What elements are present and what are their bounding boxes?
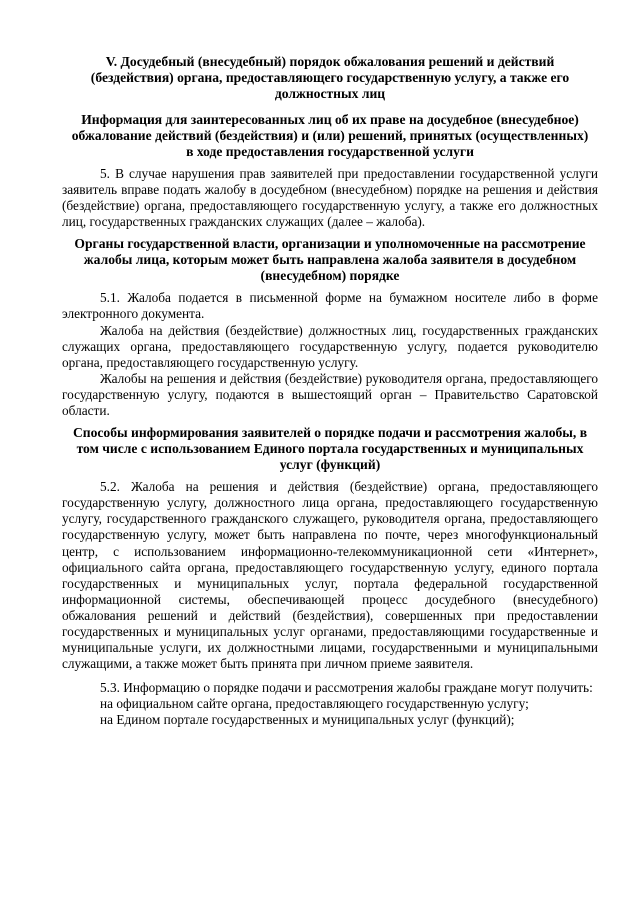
- paragraph-5-2: 5.2. Жалоба на решения и действия (бездействие) органа, предоставляющего государственную услугу, должностного лица органа, предоставляющего государственную услугу, государственного гражданского служащего, руководителя органа, предоставляющего государственную услугу, может быть направлена по почте, через многофункциональный центр, с использованием информационно-телекоммуникационной сети «Интернет», официального сайта органа, предоставляющего государственную услугу, единого портала государственных и муниципальных услуг, портала федеральной государственной информационной системы, обеспечивающей процесс досудебного (внесудебного) обжалования решений и действий (бездействия), совершенных при предоставлении государственных и муниципальных услуг органами, предоставляющими государственные и муниципальные услуги, их должностными лицами, государственными и муниципальными служащими, а также может быть принята при личном приеме заявителя.: [62, 479, 598, 672]
- paragraph-5-3: 5.3. Информацию о порядке подачи и рассмотрения жалобы граждане могут получить:: [100, 680, 593, 696]
- block-authorities: [62, 290, 598, 419]
- paragraph-5-1: 5.1. Жалоба подается в письменной форме на бумажном носителе либо в форме электронного документа.: [62, 290, 598, 322]
- section-title: V. Досудебный (внесудебный) порядок обжалования решений и действий (бездействия) органа, предоставляющего государственную услугу, а также его должностных лиц: [90, 54, 570, 101]
- heading-authorities: Органы государственной власти, организации и уполномоченные на рассмотрение жалобы лица, которым может быть направлена жалоба заявителя в досудебном (внесудебном) порядке: [74, 236, 586, 284]
- heading-right-to-appeal: Информация для заинтересованных лиц об их праве на досудебное (внесудебное) обжалование действий (бездействия) и (или) решений, принятых (осуществленных) в ходе предоставления государственной услуги: [71, 112, 589, 159]
- list-item-unified-portal: на Едином портале государственных и муниципальных услуг (функций);: [100, 712, 515, 728]
- list-item-official-site: на официальном сайте органа, предоставляющего государственную услугу;: [100, 696, 529, 712]
- paragraph-5: 5. В случае нарушения прав заявителей при предоставлении государственной услуги заявитель вправе подать жалобу в досудебном (внесудебном) порядке на решения и действия (бездействие) органа, предоставляющего государственную услугу, а также его должностных лиц, государственных гражданских служащих (далее – жалоба).: [62, 166, 598, 230]
- paragraph-5-1-head: Жалобы на решения и действия (бездействие) руководителя органа, предоставляющего государственную услугу, подаются в вышестоящий орган – Правительство Саратовской области.: [62, 370, 598, 419]
- paragraph-5-1-officials: Жалоба на действия (бездействие) должностных лиц, государственных гражданских служащих органа, предоставляющего государственную услугу, подается руководителю органа, предоставляющего государственную услугу.: [62, 322, 598, 370]
- block-informing-methods: [62, 479, 598, 728]
- heading-informing-methods: Способы информирования заявителей о порядке подачи и рассмотрения жалобы, в том числе с использованием Единого портала государственных и муниципальных услуг (функций): [72, 425, 588, 473]
- block-right-to-appeal: [62, 166, 598, 230]
